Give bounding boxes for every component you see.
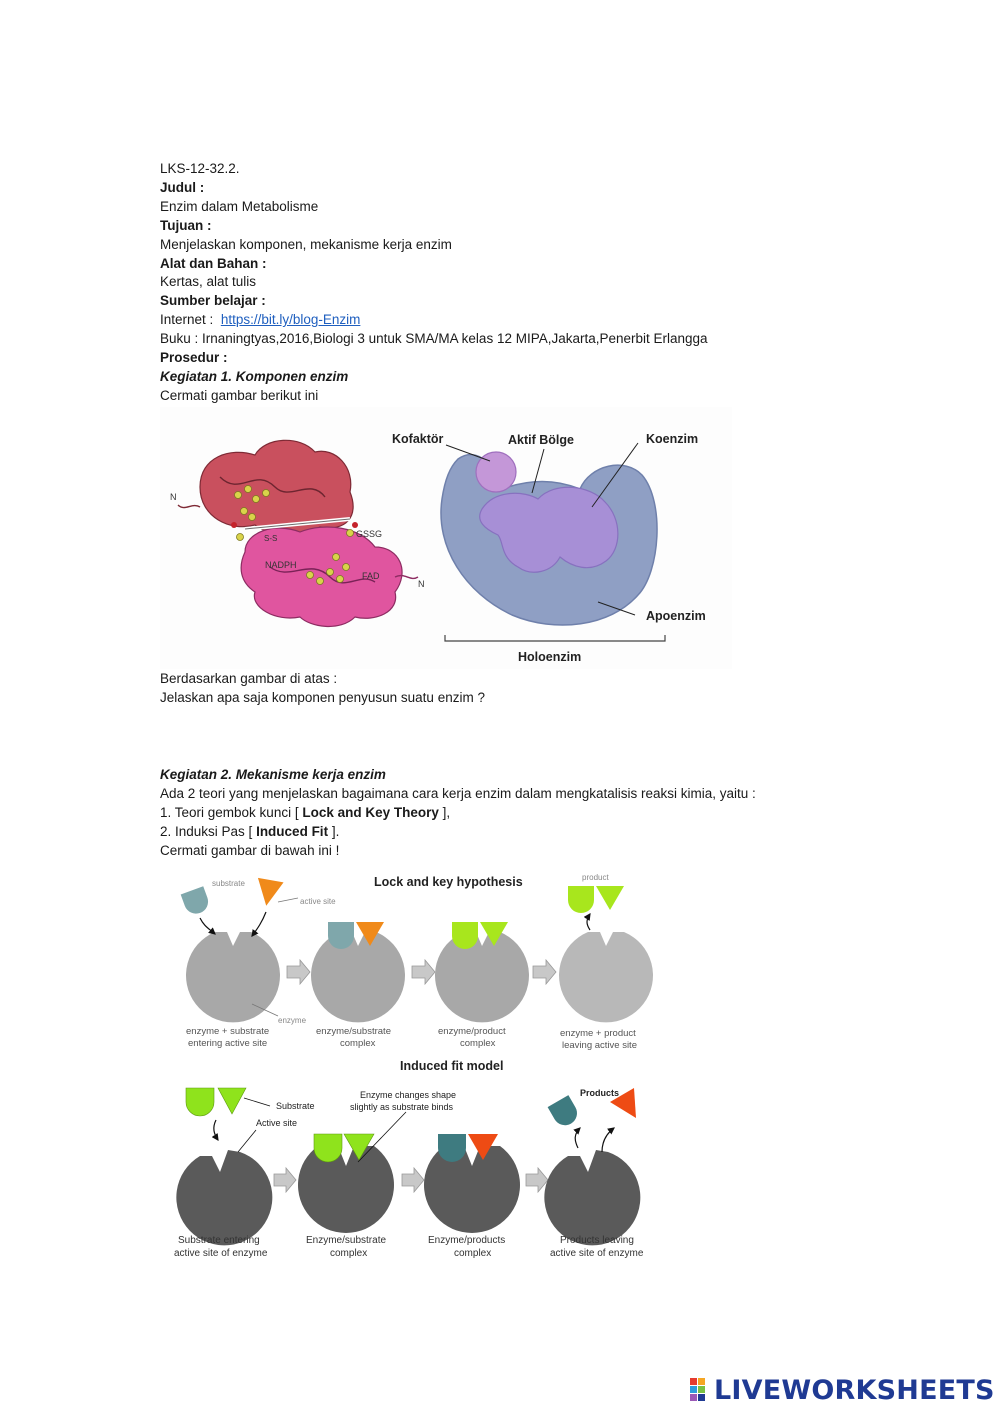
- worksheet-header: [160, 160, 820, 406]
- if-arrow-2: [402, 1168, 424, 1192]
- label-ss: S-S: [264, 534, 278, 543]
- worksheet-code: LKS-12-32.2.: [160, 161, 240, 176]
- if-caption-3a: Enzyme/products: [428, 1235, 506, 1246]
- lk-product-label: product: [582, 873, 609, 882]
- label-koenzim: Koenzim: [646, 432, 699, 446]
- sumber-label: Sumber belajar :: [160, 293, 266, 309]
- item1-suffix: ],: [438, 804, 451, 820]
- if-caption-4b: active site of enzyme: [550, 1248, 644, 1259]
- lk-substrate-label: substrate: [212, 879, 245, 888]
- liveworksheets-logo[interactable]: [690, 1375, 995, 1405]
- lk-caption-3a: enzyme/product: [438, 1026, 506, 1037]
- lk-caption-1b: entering active site: [188, 1038, 268, 1049]
- lk-arrow-2: [412, 960, 435, 984]
- enzyme-components-figure: [160, 407, 732, 669]
- theory-item-1: [160, 804, 756, 823]
- holoenzyme-illustration: [392, 432, 706, 664]
- theory-item-2: [160, 823, 756, 842]
- protein-structure-illustration: [170, 440, 425, 626]
- question-intro: Berdasarkan gambar di atas :: [160, 671, 338, 686]
- induced-fit-stage-3: [424, 1134, 520, 1259]
- if-change-label-b: slightly as substrate binds: [350, 1102, 454, 1112]
- judul-value: Enzim dalam Metabolisme: [160, 198, 319, 214]
- kegiatan2-intro: Ada 2 teori yang menjelaskan bagaimana cara kerja enzim dalam mengkatalisis reaksi kimia, yaitu :: [160, 785, 756, 801]
- if-change-label-a: Enzyme changes shape: [360, 1090, 457, 1100]
- tujuan-value: Menjelaskan komponen, mekanisme kerja enzim: [160, 236, 452, 252]
- if-caption-3b: complex: [454, 1248, 492, 1259]
- if-caption-1a: Substrate entering: [178, 1235, 260, 1246]
- item1-prefix: 1. Teori gembok kunci [: [160, 804, 303, 820]
- kegiatan2-block: [160, 766, 756, 861]
- lock-key-stage-2: [311, 922, 405, 1049]
- buku-line: Buku : Irnaningtyas,2016,Biologi 3 untuk SMA/MA kelas 12 MIPA,Jakarta,Penerbit Erlangga: [160, 331, 708, 347]
- if-products-label: Products: [580, 1088, 620, 1098]
- lock-key-stage-3: [435, 922, 529, 1049]
- question-text: Jelaskan apa saja komponen penyusun suatu enzim ?: [160, 690, 485, 705]
- tujuan-label: Tujuan :: [160, 217, 212, 233]
- internet-link[interactable]: https://bit.ly/blog-Enzim: [220, 312, 361, 328]
- kegiatan2-instruction: Cermati gambar di bawah ini !: [160, 842, 340, 858]
- if-caption-2a: Enzyme/substrate: [306, 1235, 387, 1246]
- lk-caption-2a: enzyme/substrate: [316, 1026, 391, 1037]
- if-active-site-label: Active site: [256, 1118, 298, 1128]
- kegiatan2-title: Kegiatan 2. Mekanisme kerja enzim: [160, 767, 386, 782]
- lk-caption-4b: leaving active site: [562, 1040, 637, 1051]
- if-caption-1b: active site of enzyme: [174, 1248, 268, 1259]
- alat-label: Alat dan Bahan :: [160, 255, 267, 271]
- label-n-left: N: [170, 492, 177, 502]
- label-kofaktor: Kofaktör: [392, 432, 444, 446]
- liveworksheets-logo-text: LIVEWORKSHEETS: [714, 1374, 995, 1406]
- lk-arrow-3: [533, 960, 556, 984]
- lk-arrow-1: [287, 960, 310, 984]
- if-arrow-1: [274, 1168, 296, 1192]
- label-fad: FAD: [362, 571, 380, 581]
- induced-fit-stage-4: [544, 1088, 643, 1259]
- label-apoenzim: Apoenzim: [646, 609, 706, 623]
- enzyme-mechanism-figure: [170, 866, 670, 1266]
- label-holoenzim: Holoenzim: [518, 650, 582, 664]
- induced-fit-stage-1: [174, 1088, 315, 1259]
- lk-active-site-label: active site: [300, 897, 336, 906]
- kegiatan1-instruction: Cermati gambar berikut ini: [160, 387, 319, 403]
- label-nadph: NADPH: [265, 560, 297, 570]
- alat-value: Kertas, alat tulis: [160, 274, 257, 290]
- item2-suffix: ].: [328, 823, 340, 839]
- lk-enzyme-label: enzyme: [278, 1016, 307, 1025]
- enzyme-components-svg: [160, 407, 732, 669]
- induced-fit-title: Induced fit model: [400, 1059, 504, 1073]
- label-aktif-bolge: Aktif Bölge: [508, 433, 574, 447]
- item2-prefix: 2. Induksi Pas [: [160, 823, 257, 839]
- lk-caption-4a: enzyme + product: [560, 1028, 636, 1039]
- kegiatan1-title: Kegiatan 1. Komponen enzim: [160, 368, 349, 384]
- item2-bold: Induced Fit: [256, 823, 329, 839]
- liveworksheets-logo-icon: [690, 1378, 714, 1402]
- internet-prefix: Internet :: [160, 312, 214, 328]
- item1-bold: Lock and Key Theory: [302, 804, 439, 820]
- internet-line: [160, 311, 820, 330]
- enzyme-mechanism-svg: [170, 866, 670, 1266]
- label-gssg: GSSG: [356, 529, 383, 539]
- if-caption-4a: Products leaving: [560, 1235, 634, 1246]
- lk-caption-3b: complex: [460, 1038, 496, 1049]
- if-substrate-label: Substrate: [276, 1101, 315, 1111]
- if-arrow-3: [526, 1168, 548, 1192]
- lock-key-stage-4: [559, 873, 653, 1051]
- label-n-right: N: [418, 579, 425, 589]
- judul-label: Judul :: [160, 179, 205, 195]
- lock-key-title: Lock and key hypothesis: [374, 875, 523, 889]
- lk-caption-1a: enzyme + substrate: [186, 1026, 270, 1037]
- prosedur-label: Prosedur :: [160, 350, 228, 366]
- if-caption-2b: complex: [330, 1248, 368, 1259]
- lk-caption-2b: complex: [340, 1038, 376, 1049]
